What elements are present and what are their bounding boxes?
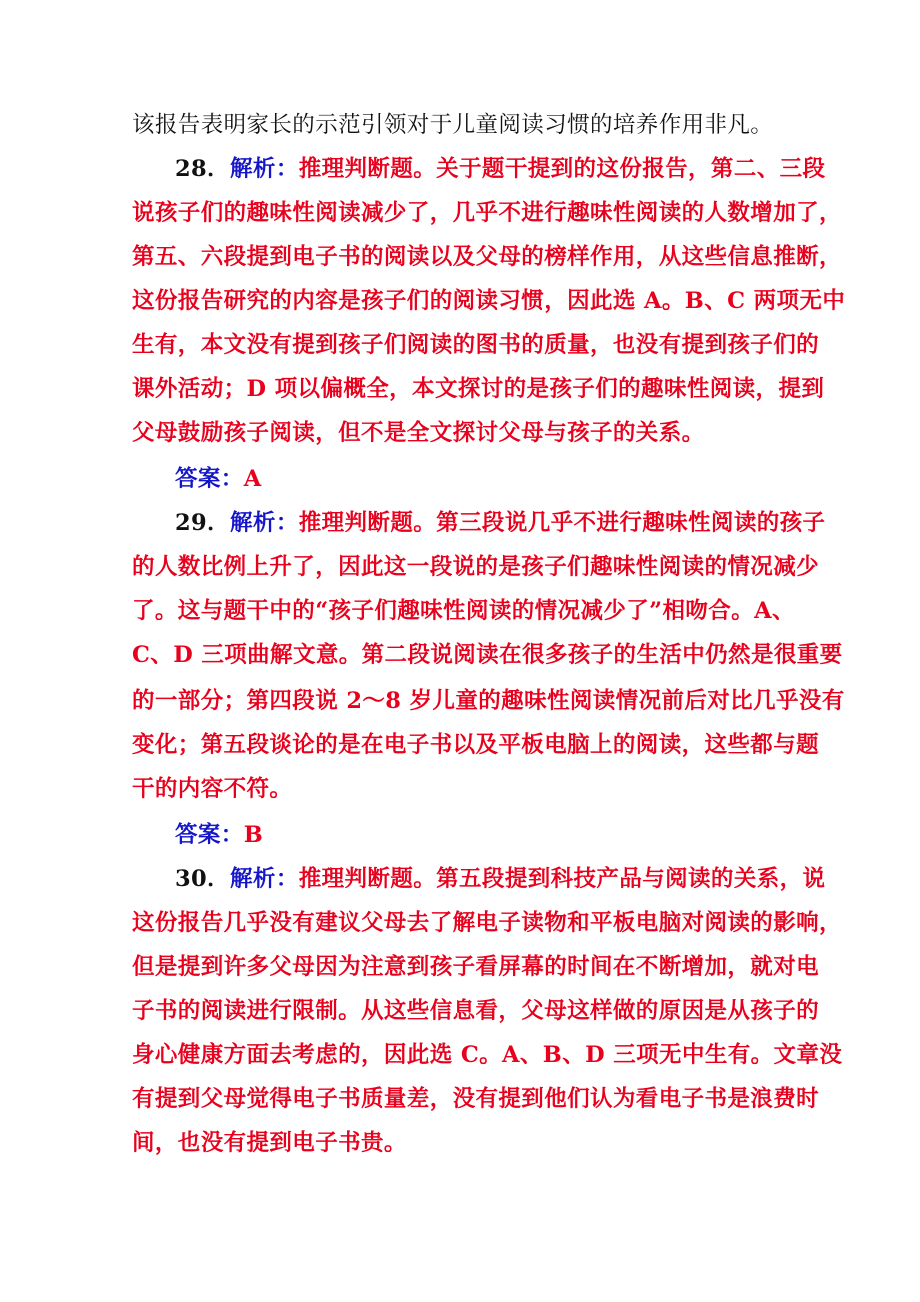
q29-line: 了。这与题干中的“孩子们趣味性阅读的情况减少了”相吻合。A、 bbox=[132, 598, 795, 624]
q28-answer bbox=[175, 464, 262, 494]
q29-line: 的人数比例上升了，因此这一段说的是孩子们趣味性阅读的情况减少 bbox=[132, 554, 820, 580]
q28-answer-value: A bbox=[243, 466, 262, 492]
q29-line: C、D 三项曲解文意。第二段说阅读在很多孩子的生活中仍然是很重要 bbox=[132, 642, 843, 668]
q29-line: 干的内容不符。 bbox=[132, 776, 293, 802]
q28-line: 父母鼓励孩子阅读，但不是全文探讨父母与孩子的关系。 bbox=[132, 420, 705, 446]
q30-line: 但是提到许多父母因为注意到孩子看屏幕的时间在不断增加，就对电 bbox=[132, 954, 820, 980]
q28-line: 说孩子们的趣味性阅读减少了，几乎不进行趣味性阅读的人数增加了， bbox=[132, 200, 842, 226]
q30-number: 30． bbox=[175, 866, 231, 892]
q30-analysis-label: 解析： bbox=[230, 866, 299, 892]
q28-analysis-label: 解析： bbox=[230, 156, 299, 182]
intro-line: 该报告表明家长的示范引领对于儿童阅读习惯的培养作用非凡。 bbox=[132, 112, 774, 138]
q29-answer-value: B bbox=[243, 822, 264, 848]
q30-line: 子书的阅读进行限制。从这些信息看，父母这样做的原因是从孩子的 bbox=[132, 998, 820, 1024]
q28-first-line bbox=[175, 154, 825, 184]
q29-first-line bbox=[175, 508, 825, 538]
q28-line: 生有，本文没有提到孩子们阅读的图书的质量，也没有提到孩子们的 bbox=[132, 332, 820, 358]
q30-line: 身心健康方面去考虑的，因此选 C。A、B、D 三项无中生有。文章没 bbox=[132, 1042, 843, 1068]
q30-line: 间，也没有提到电子书贵。 bbox=[132, 1130, 407, 1156]
q28-line: 第五、六段提到电子书的阅读以及父母的榜样作用，从这些信息推断， bbox=[132, 244, 842, 270]
q29-analysis-label: 解析： bbox=[230, 510, 299, 536]
q28-number: 28． bbox=[175, 156, 231, 182]
q30-analysis-text: 推理判断题。第五段提到科技产品与阅读的关系，说 bbox=[298, 866, 826, 892]
q29-line: 变化；第五段谈论的是在电子书以及平板电脑上的阅读，这些都与题 bbox=[132, 732, 820, 758]
q28-analysis-text: 推理判断题。关于题干提到的这份报告，第二、三段 bbox=[298, 156, 826, 182]
q30-line: 这份报告几乎没有建议父母去了解电子读物和平板电脑对阅读的影响， bbox=[132, 910, 842, 936]
q29-analysis-text: 推理判断题。第三段说几乎不进行趣味性阅读的孩子 bbox=[298, 510, 826, 536]
q29-answer bbox=[175, 820, 263, 850]
q28-line: 课外活动；D 项以偏概全，本文探讨的是孩子们的趣味性阅读，提到 bbox=[132, 376, 825, 402]
q28-line: 这份报告研究的内容是孩子们的阅读习惯，因此选 A。B、C 两项无中 bbox=[132, 288, 846, 314]
q29-line: 的一部分；第四段说 2～8 岁儿童的趣味性阅读情况前后对比几乎没有 bbox=[132, 688, 845, 714]
q30-first-line bbox=[175, 864, 825, 894]
q30-line: 有提到父母觉得电子书质量差，没有提到他们认为看电子书是浪费时 bbox=[132, 1086, 820, 1112]
q28-answer-label: 答案： bbox=[175, 466, 244, 492]
q29-number: 29． bbox=[175, 510, 231, 536]
q29-answer-label: 答案： bbox=[175, 822, 244, 848]
